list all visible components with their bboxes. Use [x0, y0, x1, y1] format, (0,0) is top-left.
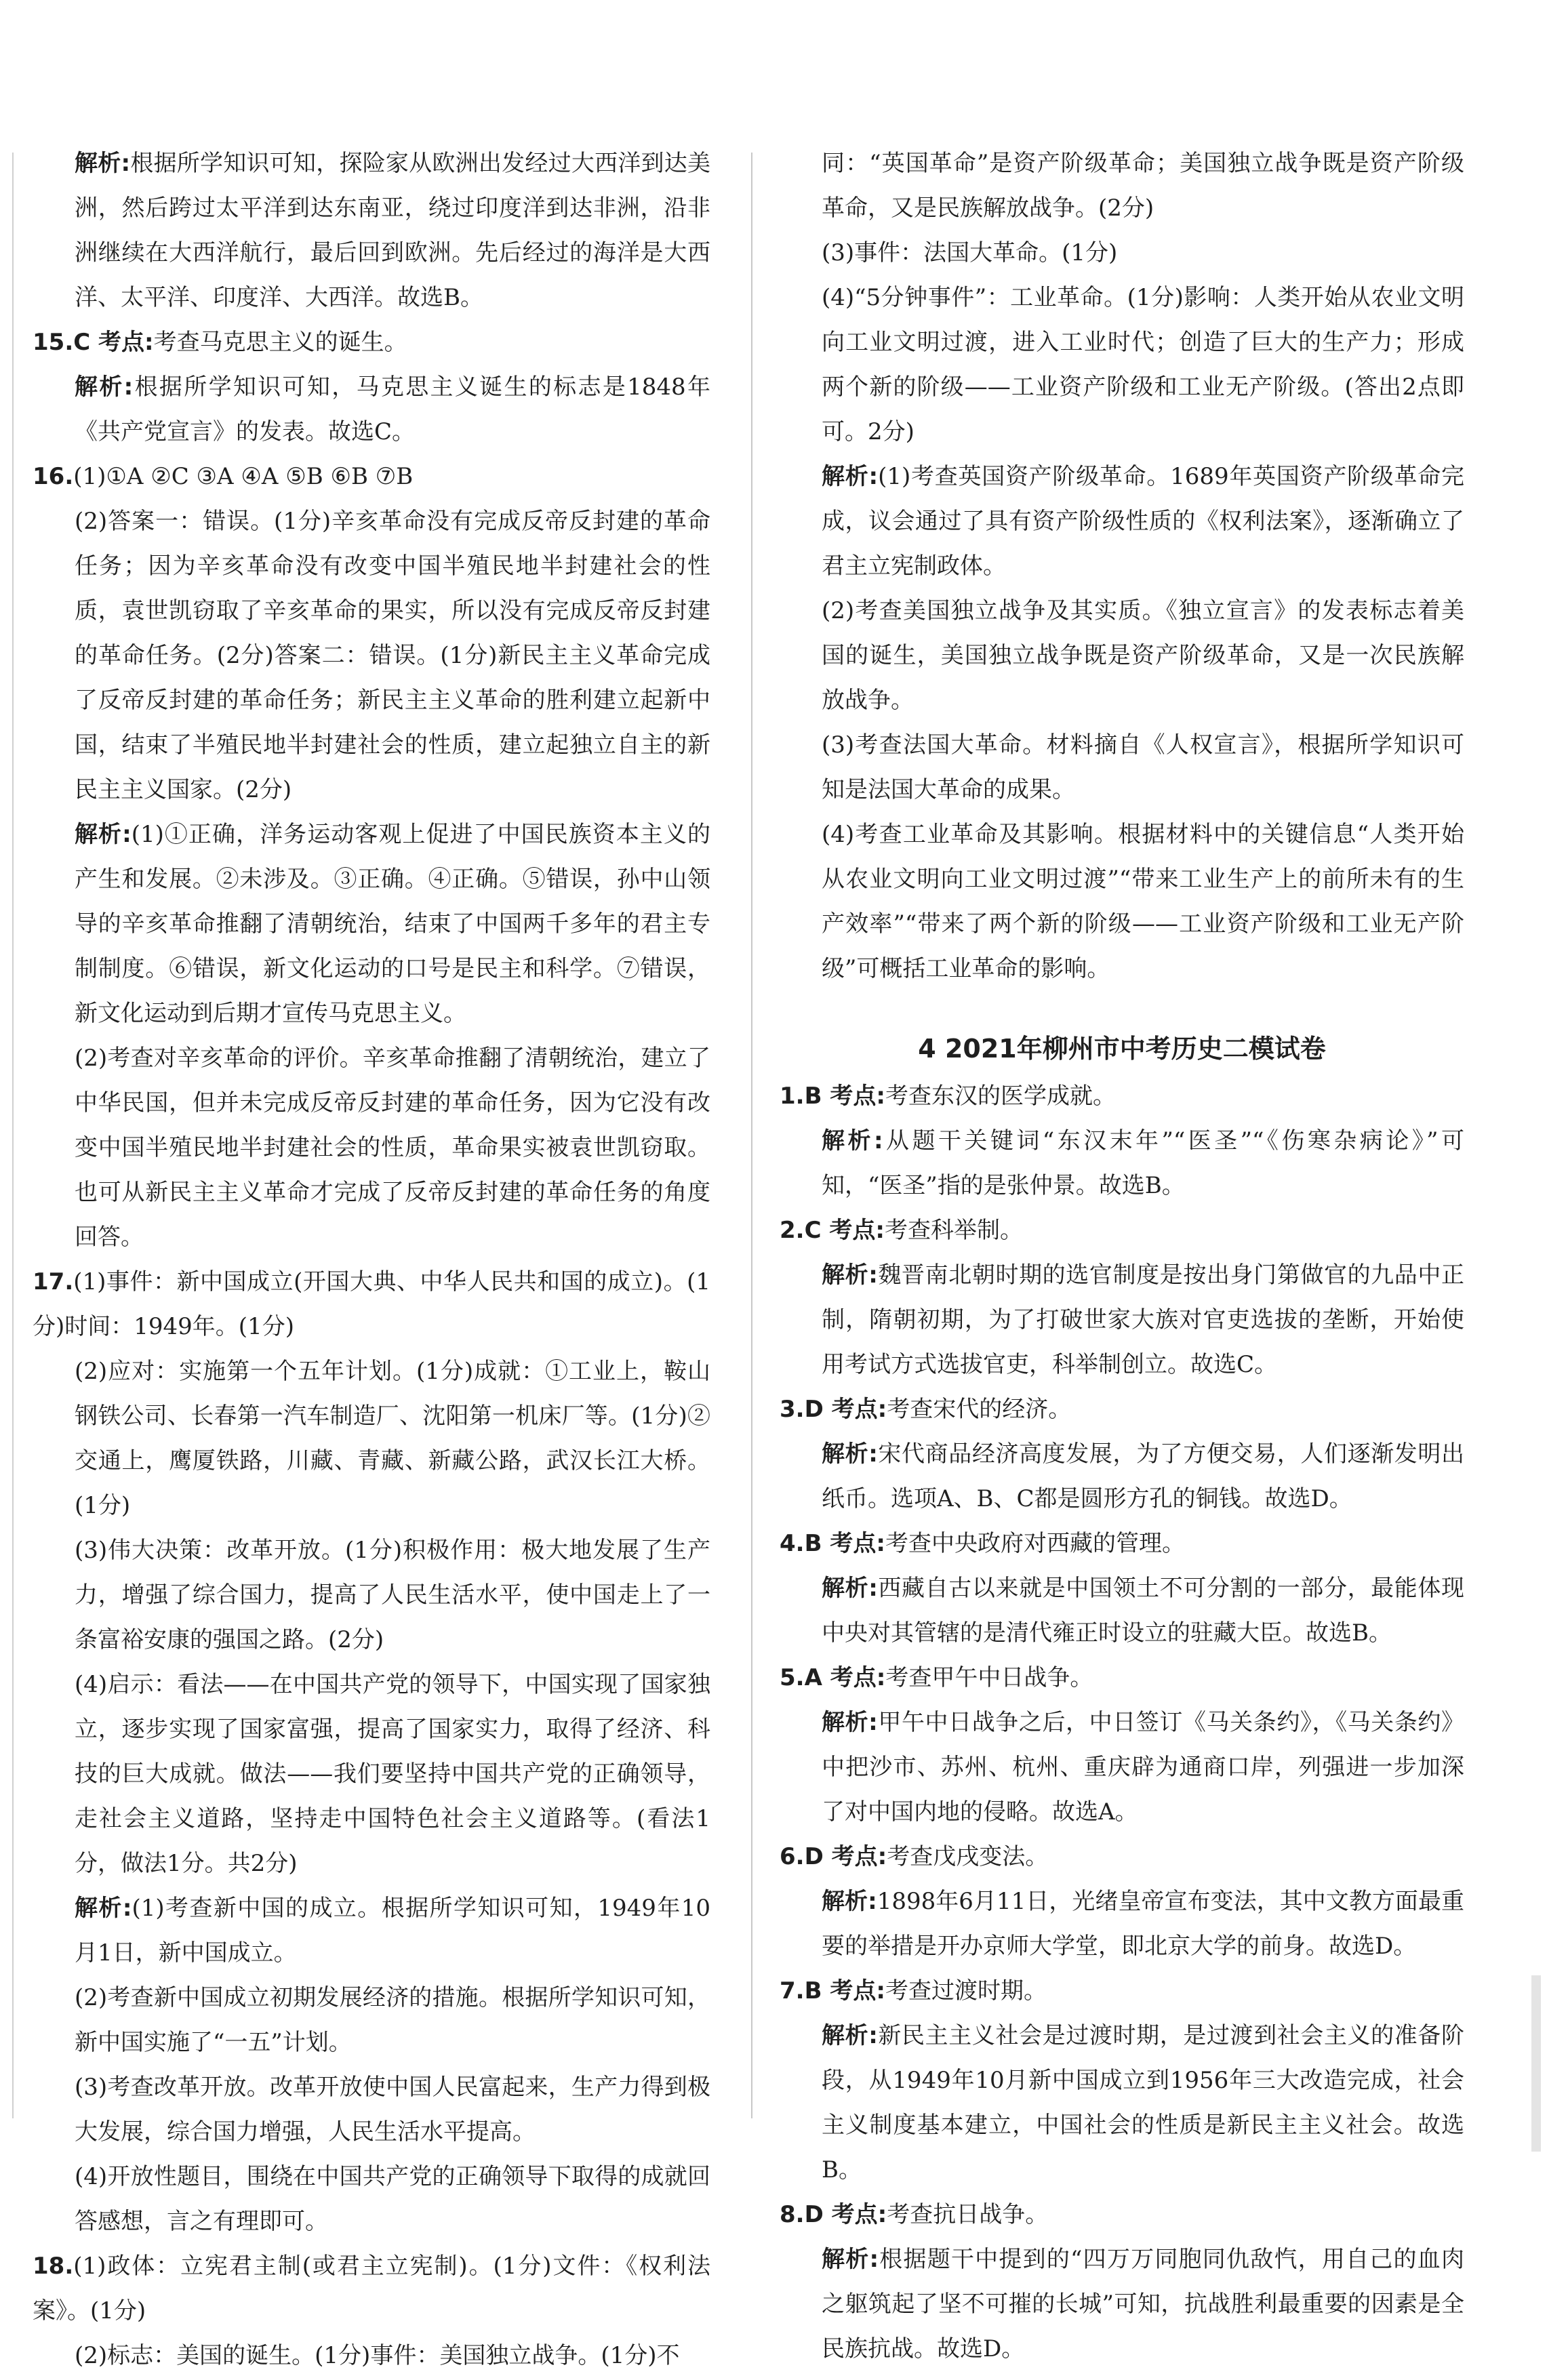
answer-paragraph [33, 1662, 710, 1886]
answer-paragraph [780, 2013, 1464, 2192]
answer-text: (3)考查改革开放。改革开放使中国人民富起来，生产力得到极大发展，综合国力增强，人民生活水平提高。 [75, 2074, 710, 2145]
answer-text: 考查东汉的医学成就。 [885, 1083, 1116, 1110]
answer-label: 解析 [822, 1262, 869, 1289]
answer-text: 西藏自古以来就是中国领土不可分割的一部分，最能体现中央对其管辖的是清代雍正时设立的驻藏大臣。故选B。 [822, 1575, 1465, 1647]
answer-label: 解析 [822, 1440, 869, 1468]
answer-paragraph [33, 1975, 710, 2065]
question-number: 5. [780, 1664, 805, 1691]
answer-text: (4)考查工业革命及其影响。根据材料中的关键信息“人类开始从农业文明向工业文明过渡”“带来工业生产上的前所未有的生产效率”“带来了两个新的阶级——工业资产阶级和工业无产阶级”可概括工业革命的影响。 [822, 821, 1464, 982]
answer-paragraph [33, 1349, 710, 1528]
column-divider [751, 153, 752, 2118]
answer-label: 解析 [822, 1709, 869, 1736]
answer-paragraph [33, 2065, 710, 2154]
answer-text: 考查过渡时期。 [885, 1977, 1047, 2004]
answer-text: (1)①正确，洋务运动客观上促进了中国民族资本主义的产生和发展。②未涉及。③正确。④正确。⑤错误，孙中山领导的辛亥革命推翻了清朝统治，结束了中国两千多年的君主专制制度。⑥错误，新文化运动的口号是民主和科学。⑦错误，新文化运动到后期才宣传马克思主义。 [75, 821, 710, 1027]
label-colon: : [868, 1262, 878, 1289]
answer-text: (1)政体：立宪君主制(或君主立宪制)。(1分)文件：《权利法案》。(1分) [33, 2253, 710, 2324]
answer-label: D 考点 [804, 1843, 878, 1870]
answer-paragraph [780, 2192, 1464, 2237]
label-colon: : [123, 374, 134, 401]
answer-text: (4)“5分钟事件”：工业革命。(1分)影响：人类开始从农业文明向工业文明过渡，进入工业时代；创造了巨大的生产力；形成两个新的阶级——工业资产阶级和工业无产阶级。(答出2点即可。2分) [822, 284, 1464, 445]
answer-paragraph [780, 454, 1464, 588]
answer-text: 考查科举制。 [884, 1217, 1023, 1244]
answer-text: 甲午中日战争之后，中日签订《马关条约》，《马关条约》中把沙市、苏州、杭州、重庆辟为通商口岸，列强进一步加深了对中国内地的侵略。故选A。 [822, 1709, 1464, 1826]
question-number: 17. [33, 1268, 74, 1295]
answer-label: D 考点 [804, 1396, 878, 1423]
answer-paragraph [33, 812, 710, 1036]
answer-label: 解析 [822, 1575, 869, 1602]
answer-text: (2)考查对辛亥革命的评价。辛亥革命推翻了清朝统治，建立了中华民国，但并未完成反帝反封建的革命任务，因为它没有改变中国半殖民地半封建社会的性质，革命果实被袁世凯窃取。也可从新民主主义革命才完成了反帝反封建的革命任务的角度回答。 [75, 1045, 710, 1251]
answer-paragraph [780, 230, 1464, 275]
answer-text: 考查抗日战争。 [887, 2201, 1049, 2228]
answer-paragraph [33, 1528, 710, 1662]
answer-text: (2)应对：实施第一个五年计划。(1分)成就：①工业上，鞍山钢铁公司、长春第一汽车制造厂、沈阳第一机床厂等。(1分)②交通上，鹰厦铁路，川藏、青藏、新藏公路，武汉长江大桥。(1分) [75, 1358, 710, 1519]
label-colon: : [868, 1709, 878, 1736]
answer-paragraph [780, 1432, 1464, 1521]
label-colon: : [869, 2246, 879, 2273]
answer-paragraph [33, 499, 710, 812]
answer-label: C 考点 [804, 1217, 876, 1244]
answer-text: (1)事件：新中国成立(开国大典、中华人民共和国的成立)。(1分)时间：1949年。(1分) [33, 1268, 710, 1340]
answer-text: 考查马克思主义的诞生。 [153, 329, 407, 356]
right-top-block [780, 141, 1464, 991]
answer-text: 同：“英国革命”是资产阶级革命；美国独立战争既是资产阶级革命，又是民族解放战争。(2分) [822, 150, 1464, 222]
label-colon: : [868, 1440, 878, 1468]
label-colon: : [122, 821, 132, 848]
answer-text: (1)考查新中国的成立。根据所学知识可知，1949年10月1日，新中国成立。 [75, 1895, 711, 1967]
right-bottom-block [780, 1074, 1464, 2371]
answer-text: 考查宋代的经济。 [887, 1396, 1072, 1423]
answer-label: 解析 [75, 374, 124, 401]
question-number: 6. [780, 1843, 805, 1870]
answer-text: 根据题干中提到的“四万万同胞同仇敌忾，用自己的血肉之躯筑起了坚不可摧的长城”可知，抗战胜利最重要的因素是全民族抗战。故选D。 [822, 2246, 1464, 2362]
question-number: 8. [780, 2201, 805, 2228]
answer-paragraph [780, 588, 1464, 723]
answer-text: 考查甲午中日战争。 [885, 1664, 1093, 1691]
answer-text: (4)开放性题目，围绕在中国共产党的正确领导下取得的成就回答感想，言之有理即可。 [75, 2163, 710, 2235]
label-colon: : [876, 1664, 886, 1691]
answer-text: 根据所学知识可知，探险家从欧洲出发经过大西洋到达美洲，然后跨过太平洋到达东南亚，绕过印度洋到达非洲，沿非洲继续在大西洋航行，最后回到欧洲。先后经过的海洋是大西洋、太平洋、印度洋、大西洋。故选B。 [75, 150, 711, 311]
answer-label: 解析 [822, 2246, 870, 2273]
answer-text: (3)事件：法国大革命。(1分) [822, 239, 1118, 266]
answer-paragraph [780, 1834, 1464, 1879]
answer-paragraph [780, 275, 1464, 454]
answer-text: 宋代商品经济高度发展，为了方便交易，人们逐渐发明出纸币。选项A、B、C都是圆形方孔的铜钱。故选D。 [822, 1440, 1465, 1512]
answer-text: (1)①A ②C ③A ④A ⑤B ⑥B ⑦B [73, 463, 414, 490]
answer-label: 解析 [75, 821, 123, 848]
answer-paragraph [33, 2154, 710, 2244]
answer-paragraph [780, 812, 1464, 991]
answer-label: 解析 [75, 1895, 123, 1922]
answer-label: C 考点 [73, 329, 145, 356]
answer-label: B 考点 [804, 1083, 877, 1110]
section-title: 4 2021年柳州市中考历史二模试卷 [918, 1034, 1326, 1064]
answer-label: 解析 [75, 150, 121, 177]
answer-text: 从题干关键词“东汉末年”“医圣”“《伤寒杂病论》”可知，“医圣”指的是张仲景。故选B。 [822, 1127, 1464, 1199]
answer-paragraph [780, 1879, 1464, 1969]
label-colon: : [868, 1888, 877, 1915]
answer-label: A 考点 [804, 1664, 877, 1691]
label-colon: : [876, 1977, 885, 2004]
answer-paragraph [780, 1074, 1464, 1119]
answer-text: (2)考查美国独立战争及其实质。《独立宣言》的发表标志着美国的诞生，美国独立战争既是资产阶级革命，又是一次民族解放战争。 [822, 597, 1464, 714]
answer-text: (2)答案一：错误。(1分)辛亥革命没有完成反帝反封建的革命任务；因为辛亥革命没有改变中国半殖民地半封建社会的性质，袁世凯窃取了辛亥革命的果实，所以没有完成反帝反封建的革命任务。(2分)答案二：错误。(1分)新民主主义革命完成了反帝反封建的革命任务；新民主主义革命的胜利建立起新中国，结束了半殖民地半封建社会的性质，建立起独立自主的新民主主义国家。(2分) [75, 508, 710, 803]
answer-paragraph [780, 1208, 1464, 1253]
question-number: 18. [33, 2253, 74, 2280]
answer-label: 解析 [822, 463, 869, 490]
answer-label: 解析 [822, 1127, 874, 1154]
answer-paragraph [33, 2244, 710, 2333]
answer-paragraph [33, 1886, 710, 1975]
answer-text: (4)启示：看法——在中国共产党的领导下，中国实现了国家独立，逐步实现了国家富强，提高了国家实力，取得了经济、科技的巨大成就。做法——我们要坚持中国共产党的正确领导，走社会主义道路，坚持走中国特色社会主义道路等。(看法1分，做法1分。共2分) [75, 1671, 710, 1877]
answer-paragraph [780, 1655, 1464, 1700]
label-colon: : [868, 463, 879, 490]
label-colon: : [873, 1127, 883, 1154]
answer-label: B 考点 [804, 1530, 877, 1557]
question-number: 7. [780, 1977, 805, 2004]
label-colon: : [877, 2201, 887, 2228]
question-number: 3. [780, 1396, 805, 1423]
answer-paragraph [780, 1253, 1464, 1387]
page-edge-shadow [1531, 1975, 1541, 2152]
answer-text: 根据所学知识可知，马克思主义诞生的标志是1848年《共产党宣言》的发表。故选C。 [75, 374, 710, 445]
answer-paragraph [780, 723, 1464, 812]
label-colon: : [876, 1530, 885, 1557]
answer-label: 解析 [822, 2022, 869, 2049]
answer-label: 解析 [822, 1888, 868, 1915]
answer-label: B 考点 [804, 1977, 877, 2004]
answer-paragraph [780, 1969, 1464, 2013]
right-column [780, 141, 1464, 2371]
question-number: 1. [780, 1083, 805, 1110]
answer-text: 新民主主义社会是过渡时期，是过渡到社会主义的准备阶段，从1949年10月新中国成立到1956年三大改造完成，社会主义制度基本建立，中国社会的性质是新民主主义社会。故选B。 [822, 2022, 1465, 2183]
label-colon: : [868, 2022, 878, 2049]
answer-paragraph [780, 1521, 1464, 1566]
answer-paragraph [780, 1387, 1464, 1432]
answer-paragraph [780, 1566, 1464, 1655]
answer-text: 考查戊戌变法。 [887, 1843, 1049, 1870]
answer-paragraph [780, 1119, 1464, 1208]
answer-text: (2)标志：美国的诞生。(1分)事件：美国独立战争。(1分)不 [75, 2342, 680, 2369]
answer-text: (2)考查新中国成立初期发展经济的措施。根据所学知识可知，新中国实施了“一五”计划。 [75, 1984, 710, 2056]
label-colon: : [876, 1083, 885, 1110]
label-colon: : [868, 1575, 878, 1602]
answer-paragraph [780, 1700, 1464, 1834]
label-colon: : [875, 1217, 885, 1244]
answer-text: (1)考查英国资产阶级革命。1689年英国资产阶级革命完成，议会通过了具有资产阶级性质的《权利法案》，逐渐确立了君主立宪制政体。 [822, 463, 1465, 580]
answer-paragraph [780, 2237, 1464, 2371]
answer-paragraph [33, 320, 710, 365]
answer-paragraph [33, 454, 710, 499]
label-colon: : [121, 150, 131, 177]
question-number: 4. [780, 1530, 805, 1557]
label-colon: : [877, 1396, 887, 1423]
answer-paragraph [33, 2333, 710, 2378]
answer-paragraph [33, 141, 710, 320]
label-colon: : [144, 329, 154, 356]
label-colon: : [122, 1895, 132, 1922]
answer-text: 魏晋南北朝时期的选官制度是按出身门第做官的九品中正制，隋朝初期，为了打破世家大族对官吏选拔的垄断，开始使用考试方式选拔官吏，科举制创立。故选C。 [822, 1262, 1465, 1378]
answer-text: 1898年6月11日，光绪皇帝宣布变法，其中文教方面最重要的举措是开办京师大学堂，即北京大学的前身。故选D。 [822, 1888, 1464, 1960]
left-column [33, 141, 710, 2378]
answer-paragraph [33, 365, 710, 454]
answer-label: D 考点 [804, 2201, 878, 2228]
answer-text: 考查中央政府对西藏的管理。 [885, 1530, 1185, 1557]
question-number: 15. [33, 329, 74, 356]
label-colon: : [877, 1843, 887, 1870]
question-number: 2. [780, 1217, 805, 1244]
question-number: 16. [33, 463, 74, 490]
answer-text: (3)伟大决策：改革开放。(1分)积极作用：极大地发展了生产力，增强了综合国力，提高了人民生活水平，使中国走上了一条富裕安康的强国之路。(2分) [75, 1537, 710, 1653]
left-margin-rule [12, 153, 14, 2118]
answer-paragraph [33, 1036, 710, 1259]
answer-text: (3)考查法国大革命。材料摘自《人权宣言》，根据所学知识可知是法国大革命的成果。 [822, 731, 1464, 803]
answer-paragraph [780, 141, 1464, 230]
answer-paragraph [33, 1259, 710, 1349]
